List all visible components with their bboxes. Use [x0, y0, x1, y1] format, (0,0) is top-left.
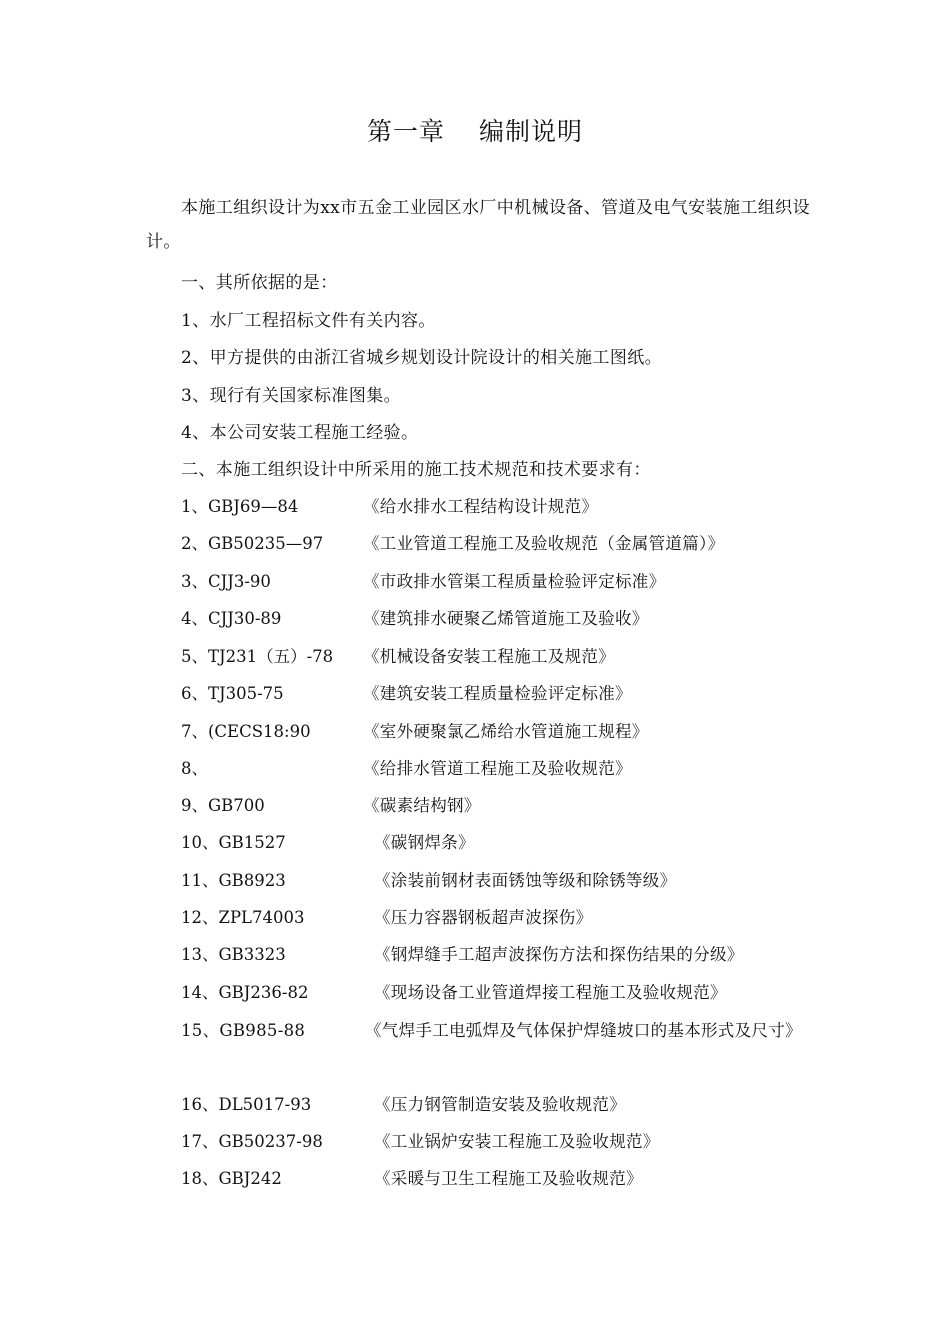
basis-item: 2、甲方提供的由浙江省城乡规划设计院设计的相关施工图纸。: [181, 348, 663, 368]
standard-item: [181, 757, 821, 781]
standard-item: [181, 532, 821, 556]
standard-item: [181, 720, 821, 744]
standard-name: 《市政排水管渠工程质量检验评定标准》: [363, 572, 666, 591]
standard-name: 《钢焊缝手工超声波探伤方法和探伤结果的分级》: [374, 945, 744, 964]
standard-code: 8、: [181, 759, 208, 778]
standard-code: 10、GB1527: [181, 833, 286, 852]
standard-item: [181, 869, 821, 893]
standard-name: 《工业锅炉安装工程施工及验收规范》: [374, 1132, 660, 1151]
standard-code: 13、GB3323: [181, 945, 286, 964]
standard-name: 《气焊手工电弧焊及气体保护焊缝坡口的基本形式及尺寸》: [365, 1021, 802, 1040]
standard-name: 《机械设备安装工程施工及规范》: [363, 647, 615, 666]
standard-code: 2、GB50235—97: [181, 534, 324, 553]
chapter-heading: 编制说明: [479, 117, 584, 146]
standard-name: 《压力容器钢板超声波探伤》: [374, 908, 593, 927]
standard-code: 11、GB8923: [181, 871, 286, 890]
standard-code: 6、TJ305-75: [181, 684, 284, 703]
standard-code: 14、GBJ236-82: [181, 983, 309, 1002]
standard-code: 5、TJ231（五）-78: [181, 647, 334, 666]
standard-item: [181, 1130, 821, 1154]
standard-name: 《建筑安装工程质量检验评定标准》: [363, 684, 632, 703]
standard-item: [181, 906, 821, 930]
standard-item: [181, 682, 821, 706]
standard-name: 《建筑排水硬聚乙烯管道施工及验收》: [363, 609, 649, 628]
standard-name: 《压力钢管制造安装及验收规范》: [374, 1095, 626, 1114]
standard-name: 《现场设备工业管道焊接工程施工及验收规范》: [374, 983, 727, 1002]
standard-item: [181, 943, 821, 967]
standard-code: 15、GB985-88: [181, 1021, 306, 1040]
basis-item: 4、本公司安装工程施工经验。: [181, 423, 419, 443]
standard-name: 《室外硬聚氯乙烯给水管道施工规程》: [363, 722, 649, 741]
intro-paragraph: 本施工组织设计为xx市五金工业园区水厂中机械设备、管道及电气安装施工组织设计。: [146, 198, 810, 252]
chapter-number: 第一章: [366, 117, 445, 146]
standard-item: [181, 645, 821, 669]
basis-heading: 一、其所依据的是：: [181, 273, 338, 293]
standard-name: 《给水排水工程结构设计规范》: [363, 497, 599, 516]
standard-name: 《工业管道工程施工及验收规范（金属管道篇）》: [363, 534, 725, 553]
standard-code: 9、GB700: [181, 796, 265, 815]
basis-item: 3、现行有关国家标准图集。: [181, 386, 402, 406]
standard-item: [181, 981, 821, 1005]
standard-item: [181, 794, 821, 818]
standard-code: 1、GBJ69—84: [181, 497, 299, 516]
standard-name: 《采暖与卫生工程施工及验收规范》: [374, 1169, 643, 1188]
standard-code: 16、DL5017-93: [181, 1095, 312, 1114]
standard-code: 12、ZPL74003: [181, 908, 305, 927]
standards-heading: 二、本施工组织设计中所采用的施工技术规范和技术要求有：: [181, 460, 651, 480]
standard-item: [181, 831, 821, 855]
standard-name: 《给排水管道工程施工及验收规范》: [363, 759, 632, 778]
standard-item: [181, 1093, 821, 1117]
standard-code: 17、GB50237-98: [181, 1132, 323, 1151]
standard-name: 《碳素结构钢》: [363, 796, 481, 815]
standard-name: 《碳钢焊条》: [374, 833, 475, 852]
standard-name: 《涂装前钢材表面锈蚀等级和除锈等级》: [374, 871, 677, 890]
standard-code: 18、GBJ242: [181, 1169, 282, 1188]
standard-code: 7、(CECS18:90: [181, 722, 311, 741]
standard-code: 3、CJJ3-90: [181, 572, 271, 591]
chapter-title: [0, 112, 950, 148]
basis-item: 1、水厂工程招标文件有关内容。: [181, 311, 436, 331]
standard-item: [181, 607, 821, 631]
standard-code: 4、CJJ30-89: [181, 609, 282, 628]
standard-item: [181, 495, 821, 519]
standard-item: [181, 1167, 821, 1191]
standard-item: [146, 1012, 811, 1049]
standard-item: [181, 570, 821, 594]
